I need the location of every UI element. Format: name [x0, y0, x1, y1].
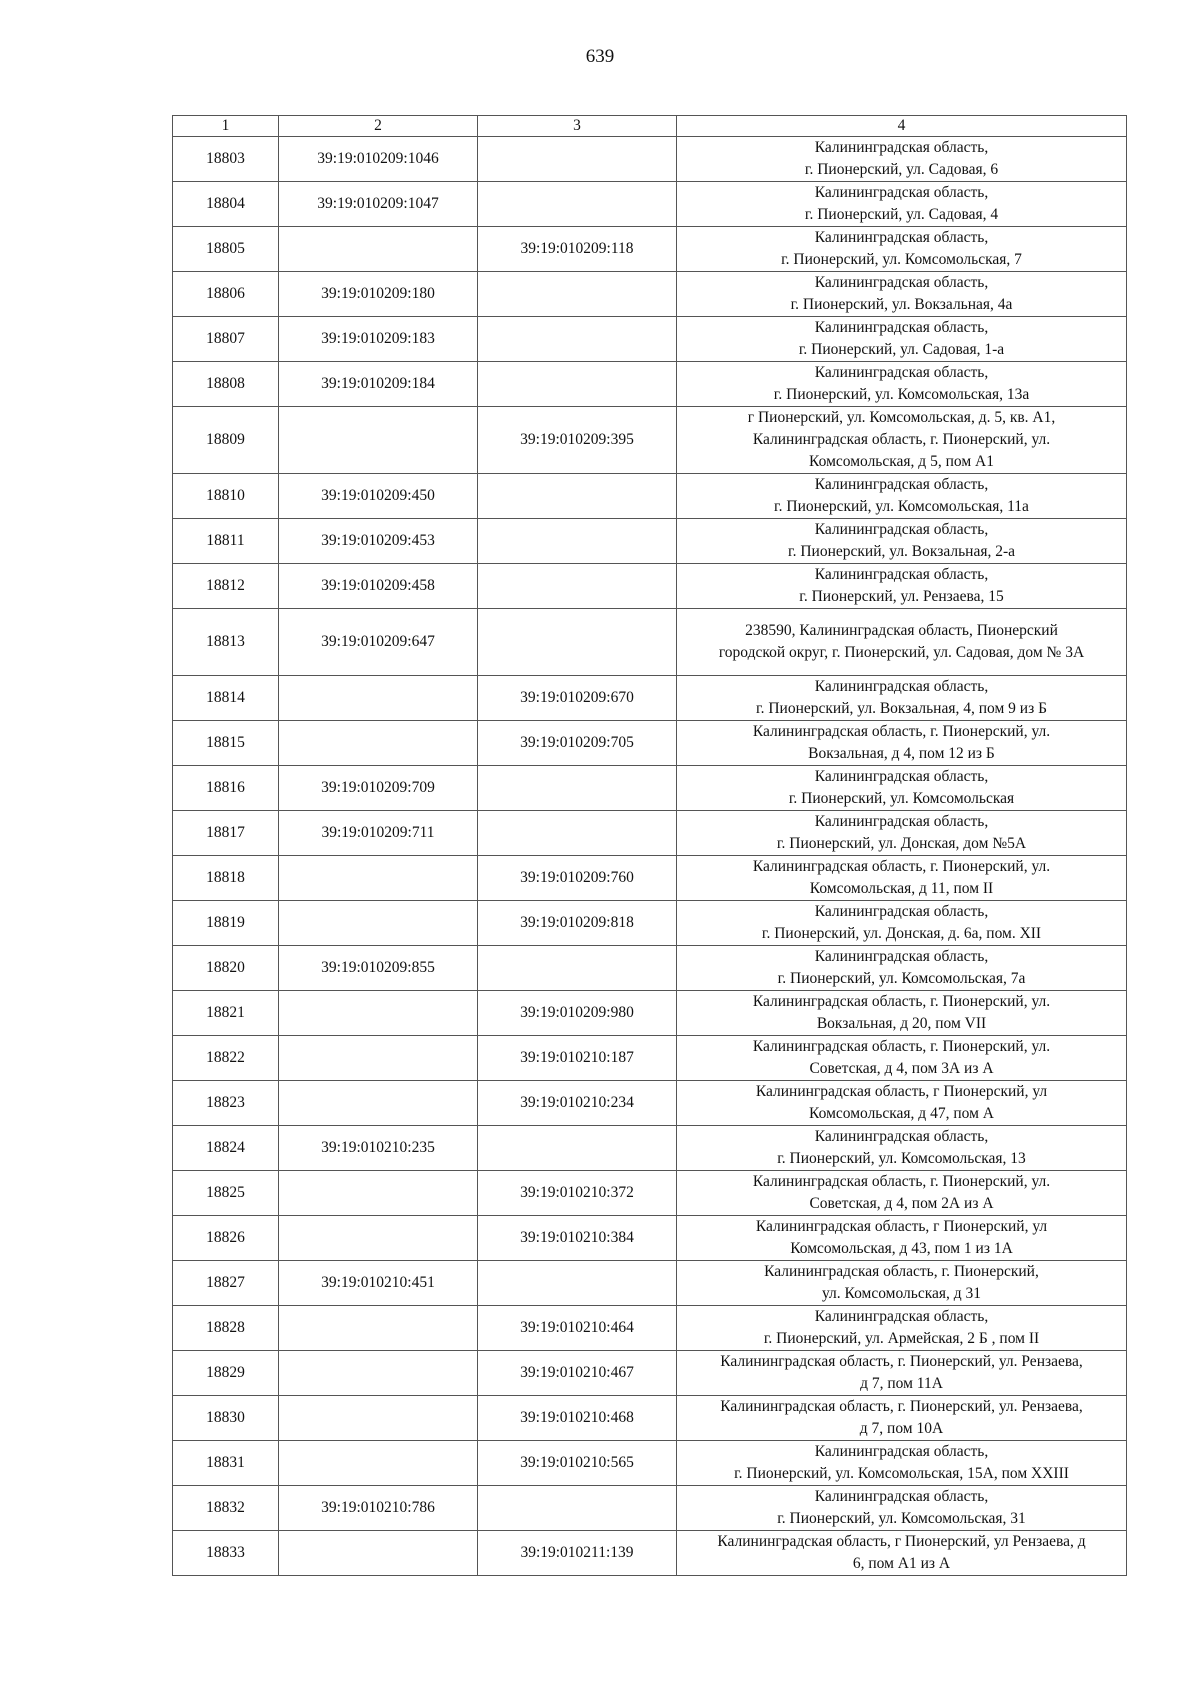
- cell-address: [677, 137, 1127, 182]
- cell-cadastral-col2: 39:19:010209:184: [279, 362, 478, 407]
- cell-address: [677, 227, 1127, 272]
- address-line: Советская, д 4, пом 2А из А: [809, 1195, 994, 1212]
- cell-number: 18819: [173, 901, 279, 946]
- table-row: [173, 1126, 1127, 1171]
- address-line: Калининградская область,: [814, 476, 989, 493]
- table-row: [173, 1171, 1127, 1216]
- cell-cadastral-col2: 39:19:010209:1047: [279, 182, 478, 227]
- cell-address: [677, 766, 1127, 811]
- cell-cadastral-col3: [478, 272, 677, 317]
- cell-cadastral-col3: 39:19:010209:980: [478, 991, 677, 1036]
- cell-cadastral-col3: 39:19:010210:565: [478, 1441, 677, 1486]
- cell-cadastral-col3: [478, 182, 677, 227]
- cell-cadastral-col3: 39:19:010209:670: [478, 676, 677, 721]
- address-line: г. Пионерский, ул. Вокзальная, 4а: [790, 296, 1013, 313]
- table-row: [173, 1531, 1127, 1576]
- address-line: городской округ, г. Пионерский, ул. Садовая, дом № 3А: [718, 644, 1085, 661]
- cell-address: [677, 991, 1127, 1036]
- cell-cadastral-col3: [478, 519, 677, 564]
- cell-address: [677, 676, 1127, 721]
- address-line: г. Пионерский, ул. Комсомольская, 13а: [773, 386, 1030, 403]
- cell-cadastral-col2: 39:19:010209:453: [279, 519, 478, 564]
- table-row: [173, 856, 1127, 901]
- header-col-3: 3: [478, 116, 677, 137]
- cell-cadastral-col2: 39:19:010209:855: [279, 946, 478, 991]
- header-col-4: 4: [677, 116, 1127, 137]
- cell-address: [677, 1036, 1127, 1081]
- cell-cadastral-col2: [279, 1441, 478, 1486]
- table-row: [173, 991, 1127, 1036]
- address-line: г. Пионерский, ул. Вокзальная, 4, пом 9 из Б: [756, 700, 1047, 717]
- cell-cadastral-col3: 39:19:010210:467: [478, 1351, 677, 1396]
- cell-cadastral-col3: [478, 766, 677, 811]
- cell-cadastral-col3: [478, 1261, 677, 1306]
- address-line: Калининградская область, г Пионерский, ул Рензаева, д: [717, 1533, 1086, 1550]
- cell-cadastral-col3: [478, 1486, 677, 1531]
- cell-cadastral-col2: [279, 856, 478, 901]
- table-row: [173, 1351, 1127, 1396]
- cell-cadastral-col3: 39:19:010210:234: [478, 1081, 677, 1126]
- table-row: [173, 272, 1127, 317]
- address-line: г Пионерский, ул. Комсомольская, д. 5, кв. А1,: [747, 409, 1056, 426]
- cell-cadastral-col2: [279, 1036, 478, 1081]
- address-line: д 7, пом 11А: [860, 1375, 943, 1392]
- register-table: [172, 115, 1127, 1576]
- address-line: Вокзальная, д 4, пом 12 из Б: [808, 745, 995, 762]
- address-line: Калининградская область,: [814, 184, 989, 201]
- cell-number: 18818: [173, 856, 279, 901]
- cell-number: 18826: [173, 1216, 279, 1261]
- cell-cadastral-col3: 39:19:010209:705: [478, 721, 677, 766]
- address-line: 6, пом А1 из А: [852, 1555, 951, 1572]
- cell-number: 18810: [173, 474, 279, 519]
- cell-number: 18815: [173, 721, 279, 766]
- cell-address: [677, 1081, 1127, 1126]
- cell-cadastral-col2: 39:19:010209:183: [279, 317, 478, 362]
- page-number: 639: [585, 46, 615, 67]
- cell-address: [677, 1126, 1127, 1171]
- cell-address: [677, 1261, 1127, 1306]
- cell-number: 18816: [173, 766, 279, 811]
- table-row: [173, 137, 1127, 182]
- cell-number: 18825: [173, 1171, 279, 1216]
- address-line: Калининградская область, г. Пионерский, ул. Рензаева,: [720, 1353, 1083, 1370]
- cell-address: [677, 407, 1127, 474]
- address-line: Калининградская область,: [814, 274, 989, 291]
- cell-cadastral-col2: 39:19:010209:647: [279, 609, 478, 676]
- table-row: [173, 407, 1127, 474]
- cell-cadastral-col3: 39:19:010211:139: [478, 1531, 677, 1576]
- cell-cadastral-col2: 39:19:010209:1046: [279, 137, 478, 182]
- table-row: [173, 564, 1127, 609]
- address-line: Комсомольская, д 43, пом 1 из 1А: [790, 1240, 1013, 1257]
- cell-cadastral-col2: 39:19:010209:450: [279, 474, 478, 519]
- cell-address: [677, 901, 1127, 946]
- address-line: Вокзальная, д 20, пом VII: [816, 1015, 987, 1032]
- table-row: [173, 1441, 1127, 1486]
- cell-number: 18804: [173, 182, 279, 227]
- cell-address: [677, 721, 1127, 766]
- address-line: Калининградская область, г. Пионерский, ул.: [752, 723, 1051, 740]
- cell-address: [677, 609, 1127, 676]
- cell-cadastral-col3: 39:19:010210:468: [478, 1396, 677, 1441]
- address-line: Калининградская область, г Пионерский, ул: [755, 1218, 1048, 1235]
- address-line: г. Пионерский, ул. Комсомольская, 7а: [777, 970, 1026, 987]
- cell-number: 18823: [173, 1081, 279, 1126]
- cell-cadastral-col3: [478, 362, 677, 407]
- address-line: 238590, Калининградская область, Пионерский: [745, 622, 1058, 639]
- cell-cadastral-col2: [279, 227, 478, 272]
- cell-cadastral-col2: [279, 1171, 478, 1216]
- address-line: г. Пионерский, ул. Садовая, 4: [804, 206, 999, 223]
- cell-number: 18807: [173, 317, 279, 362]
- cell-address: [677, 474, 1127, 519]
- cell-cadastral-col2: 39:19:010210:786: [279, 1486, 478, 1531]
- address-line: Калининградская область,: [814, 1488, 989, 1505]
- table-row: [173, 766, 1127, 811]
- address-line: Комсомольская, д 11, пом II: [809, 880, 994, 897]
- cell-cadastral-col2: 39:19:010210:451: [279, 1261, 478, 1306]
- cell-address: [677, 1531, 1127, 1576]
- address-line: г. Пионерский, ул. Рензаева, 15: [799, 588, 1004, 605]
- cell-number: 18817: [173, 811, 279, 856]
- table-row: [173, 227, 1127, 272]
- cell-number: 18808: [173, 362, 279, 407]
- address-line: г. Пионерский, ул. Донская, д. 6а, пом. XII: [761, 925, 1042, 942]
- address-line: Калининградская область, г. Пионерский, ул.: [752, 1173, 1051, 1190]
- address-line: г. Пионерский, ул. Садовая, 1-а: [798, 341, 1005, 358]
- cell-cadastral-col2: [279, 1306, 478, 1351]
- table-row: [173, 474, 1127, 519]
- cell-cadastral-col3: [478, 474, 677, 519]
- header-col-1: 1: [173, 116, 279, 137]
- cell-cadastral-col2: [279, 407, 478, 474]
- address-line: г. Пионерский, ул. Комсомольская, 11а: [774, 498, 1029, 515]
- cell-cadastral-col2: [279, 1396, 478, 1441]
- cell-number: 18812: [173, 564, 279, 609]
- cell-address: [677, 272, 1127, 317]
- cell-number: 18828: [173, 1306, 279, 1351]
- address-line: Калининградская область,: [814, 229, 989, 246]
- address-line: г. Пионерский, ул. Комсомольская, 15А, пом XXIII: [734, 1465, 1069, 1482]
- table-row: [173, 362, 1127, 407]
- table-row: [173, 182, 1127, 227]
- table-row: [173, 609, 1127, 676]
- table-row: [173, 946, 1127, 991]
- cell-cadastral-col3: [478, 317, 677, 362]
- cell-number: 18829: [173, 1351, 279, 1396]
- address-line: Калининградская область,: [814, 1443, 989, 1460]
- address-line: Калининградская область,: [814, 319, 989, 336]
- cell-cadastral-col2: 39:19:010210:235: [279, 1126, 478, 1171]
- cell-number: 18830: [173, 1396, 279, 1441]
- cell-cadastral-col3: [478, 946, 677, 991]
- address-line: Калининградская область,: [814, 768, 989, 785]
- table-row: [173, 1081, 1127, 1126]
- address-line: Калининградская область,: [814, 566, 989, 583]
- address-line: Калининградская область, г. Пионерский, ул.: [752, 993, 1051, 1010]
- address-line: ул. Комсомольская, д 31: [821, 1285, 982, 1302]
- address-line: Калининградская область,: [814, 948, 989, 965]
- cell-cadastral-col3: 39:19:010210:384: [478, 1216, 677, 1261]
- table-row: [173, 519, 1127, 564]
- cell-number: 18821: [173, 991, 279, 1036]
- cell-cadastral-col3: 39:19:010209:760: [478, 856, 677, 901]
- table-row: [173, 317, 1127, 362]
- cell-address: [677, 811, 1127, 856]
- cell-address: [677, 856, 1127, 901]
- table-row: [173, 811, 1127, 856]
- address-line: Калининградская область,: [814, 903, 989, 920]
- cell-number: 18813: [173, 609, 279, 676]
- cell-address: [677, 1351, 1127, 1396]
- cell-number: 18805: [173, 227, 279, 272]
- cell-cadastral-col2: [279, 1216, 478, 1261]
- address-line: Калининградская область, г. Пионерский, ул.: [752, 858, 1051, 875]
- cell-address: [677, 182, 1127, 227]
- cell-number: 18811: [173, 519, 279, 564]
- cell-cadastral-col3: 39:19:010210:464: [478, 1306, 677, 1351]
- cell-number: 18809: [173, 407, 279, 474]
- cell-cadastral-col2: [279, 991, 478, 1036]
- address-line: Калининградская область,: [814, 139, 989, 156]
- header-col-2: 2: [279, 116, 478, 137]
- cell-cadastral-col2: [279, 1081, 478, 1126]
- address-line: г. Пионерский, ул. Донская, дом №5А: [776, 835, 1027, 852]
- address-line: Калининградская область,: [814, 1128, 989, 1145]
- address-line: г. Пионерский, ул. Комсомольская: [788, 790, 1015, 807]
- address-line: Калининградская область, г. Пионерский, ул.: [752, 431, 1051, 448]
- address-line: г. Пионерский, ул. Армейская, 2 Б , пом II: [763, 1330, 1040, 1347]
- cell-address: [677, 1396, 1127, 1441]
- cell-number: 18820: [173, 946, 279, 991]
- cell-address: [677, 564, 1127, 609]
- table-row: [173, 1486, 1127, 1531]
- address-line: г. Пионерский, ул. Садовая, 6: [804, 161, 999, 178]
- address-line: Калининградская область, г. Пионерский,: [764, 1263, 1039, 1280]
- cell-cadastral-col2: [279, 721, 478, 766]
- cell-cadastral-col2: 39:19:010209:180: [279, 272, 478, 317]
- cell-cadastral-col2: 39:19:010209:711: [279, 811, 478, 856]
- cell-address: [677, 1306, 1127, 1351]
- cell-address: [677, 1441, 1127, 1486]
- table-row: [173, 721, 1127, 766]
- cell-number: 18827: [173, 1261, 279, 1306]
- cell-cadastral-col3: [478, 811, 677, 856]
- table-row: [173, 1216, 1127, 1261]
- address-line: г. Пионерский, ул. Вокзальная, 2-а: [787, 543, 1016, 560]
- cell-cadastral-col3: [478, 1126, 677, 1171]
- table-row: [173, 901, 1127, 946]
- table-row: [173, 1396, 1127, 1441]
- cell-cadastral-col3: 39:19:010209:118: [478, 227, 677, 272]
- cell-cadastral-col3: 39:19:010210:187: [478, 1036, 677, 1081]
- address-line: г. Пионерский, ул. Комсомольская, 13: [777, 1150, 1026, 1167]
- cell-address: [677, 1171, 1127, 1216]
- cell-address: [677, 519, 1127, 564]
- table-row: [173, 1306, 1127, 1351]
- address-line: Калининградская область, г Пионерский, ул: [755, 1083, 1048, 1100]
- cell-number: 18832: [173, 1486, 279, 1531]
- address-line: г. Пионерский, ул. Комсомольская, 7: [781, 251, 1022, 268]
- cell-cadastral-col2: [279, 676, 478, 721]
- table-body: [173, 137, 1127, 1576]
- table-row: [173, 676, 1127, 721]
- address-line: г. Пионерский, ул. Комсомольская, 31: [777, 1510, 1026, 1527]
- cell-cadastral-col2: [279, 901, 478, 946]
- address-line: Калининградская область, г. Пионерский, ул. Рензаева,: [720, 1398, 1083, 1415]
- cell-number: 18833: [173, 1531, 279, 1576]
- cell-cadastral-col3: [478, 137, 677, 182]
- cell-address: [677, 317, 1127, 362]
- cell-cadastral-col2: 39:19:010209:458: [279, 564, 478, 609]
- cell-cadastral-col3: 39:19:010209:395: [478, 407, 677, 474]
- cell-address: [677, 362, 1127, 407]
- cell-number: 18803: [173, 137, 279, 182]
- cell-number: 18822: [173, 1036, 279, 1081]
- address-line: Калининградская область,: [814, 1308, 989, 1325]
- cell-address: [677, 1216, 1127, 1261]
- table-row: [173, 1036, 1127, 1081]
- cell-number: 18831: [173, 1441, 279, 1486]
- address-line: д 7, пом 10А: [859, 1420, 944, 1437]
- cell-cadastral-col2: [279, 1531, 478, 1576]
- address-line: Калининградская область,: [814, 521, 989, 538]
- cell-cadastral-col2: [279, 1351, 478, 1396]
- address-line: Комсомольская, д 5, пом А1: [809, 453, 994, 470]
- table-row: [173, 1261, 1127, 1306]
- address-line: Комсомольская, д 47, пом А: [809, 1105, 994, 1122]
- address-line: Калининградская область, г. Пионерский, ул.: [752, 1038, 1051, 1055]
- cell-address: [677, 1486, 1127, 1531]
- cell-number: 18814: [173, 676, 279, 721]
- address-line: Калининградская область,: [814, 813, 989, 830]
- table-header-row: [173, 116, 1127, 137]
- cell-address: [677, 946, 1127, 991]
- cell-cadastral-col3: [478, 564, 677, 609]
- cell-cadastral-col3: [478, 609, 677, 676]
- cell-cadastral-col3: 39:19:010209:818: [478, 901, 677, 946]
- cell-number: 18806: [173, 272, 279, 317]
- address-line: Советская, д 4, пом 3А из А: [809, 1060, 994, 1077]
- cell-cadastral-col3: 39:19:010210:372: [478, 1171, 677, 1216]
- cell-cadastral-col2: 39:19:010209:709: [279, 766, 478, 811]
- address-line: Калининградская область,: [814, 678, 989, 695]
- cell-number: 18824: [173, 1126, 279, 1171]
- address-line: Калининградская область,: [814, 364, 989, 381]
